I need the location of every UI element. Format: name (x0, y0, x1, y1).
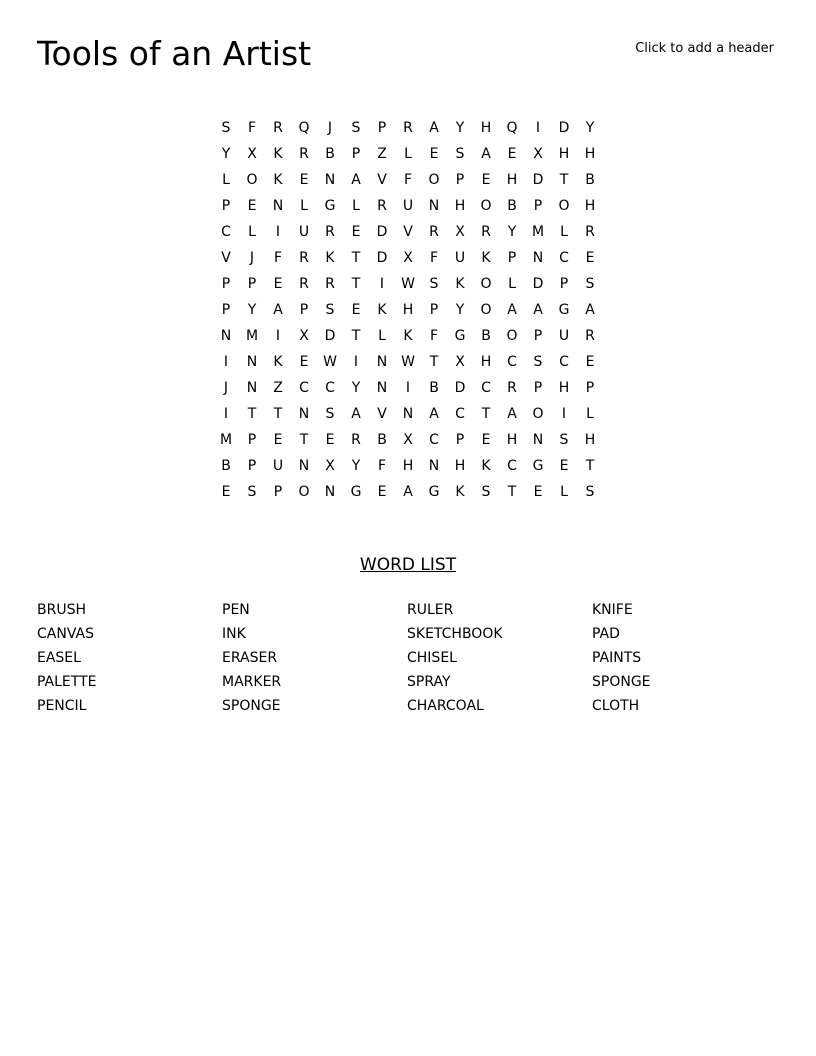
grid-letter: P (533, 380, 543, 396)
grid-letter: I (535, 120, 541, 136)
grid-letter: S (455, 146, 465, 162)
grid-letter: W (323, 354, 337, 370)
word-list-item: PAINTS (592, 650, 642, 666)
grid-letter: B (377, 432, 387, 448)
grid-letter: B (585, 172, 595, 188)
grid-letter: D (558, 120, 570, 136)
grid-letter: O (506, 328, 518, 344)
grid-letter: A (585, 302, 595, 318)
grid-letter: R (403, 120, 413, 136)
grid-letter: E (377, 484, 387, 500)
grid-letter: G (454, 328, 466, 344)
grid-letter: E (299, 354, 309, 370)
grid-letter: N (246, 354, 258, 370)
grid-letter: L (222, 172, 230, 188)
grid-letter: A (351, 172, 361, 188)
grid-letter: N (532, 250, 544, 266)
grid-letter: P (221, 198, 231, 214)
grid-letter: R (299, 250, 309, 266)
grid-letter: G (558, 302, 570, 318)
grid-letter: N (298, 406, 310, 422)
grid-letter: R (299, 146, 309, 162)
grid-letter: E (351, 224, 361, 240)
word-list-item: SPONGE (592, 674, 651, 690)
grid-letter: Q (506, 120, 518, 136)
grid-letter: Y (351, 380, 361, 396)
grid-letter: D (532, 172, 544, 188)
grid-letter: E (481, 432, 491, 448)
grid-letter: T (351, 250, 361, 266)
grid-letter: X (455, 224, 465, 240)
grid-letter: T (481, 406, 491, 422)
grid-letter: T (351, 328, 361, 344)
grid-letter: E (507, 146, 517, 162)
grid-letter: K (403, 328, 413, 344)
grid-letter: P (247, 458, 257, 474)
grid-letter: N (272, 198, 284, 214)
grid-letter: R (481, 224, 491, 240)
grid-letter: S (325, 302, 335, 318)
grid-letter: H (558, 146, 570, 162)
word-list-item: CANVAS (37, 626, 94, 642)
grid-letter: N (220, 328, 232, 344)
grid-letter: A (481, 146, 491, 162)
grid-letter: C (455, 406, 465, 422)
grid-letter: P (429, 302, 439, 318)
grid-letter: K (455, 276, 465, 292)
grid-letter: O (428, 172, 440, 188)
grid-letter: G (324, 198, 336, 214)
grid-letter: C (481, 380, 491, 396)
grid-letter: H (584, 198, 596, 214)
grid-letter: O (246, 172, 258, 188)
word-list-item: CHISEL (407, 650, 457, 666)
grid-letter: H (402, 302, 414, 318)
grid-letter: R (325, 276, 335, 292)
grid-letter: R (273, 120, 283, 136)
grid-letter: E (429, 146, 439, 162)
grid-letter: B (325, 146, 335, 162)
grid-letter: Z (377, 146, 387, 162)
grid-letter: A (507, 406, 517, 422)
grid-letter: X (299, 328, 309, 344)
grid-letter: H (584, 432, 596, 448)
grid-letter: E (533, 484, 543, 500)
grid-letter: A (507, 302, 517, 318)
grid-letter: Y (247, 302, 257, 318)
grid-letter: J (223, 380, 229, 396)
grid-letter: I (275, 328, 281, 344)
grid-letter: H (584, 146, 596, 162)
grid-letter: S (351, 120, 361, 136)
grid-letter: E (585, 250, 595, 266)
grid-letter: N (428, 198, 440, 214)
grid-letter: T (507, 484, 517, 500)
add-header-placeholder[interactable]: Click to add a header (635, 41, 774, 56)
grid-letter: R (585, 224, 595, 240)
grid-letter: K (273, 146, 283, 162)
grid-letter: I (223, 406, 229, 422)
grid-letter: P (559, 276, 569, 292)
grid-letter: D (454, 380, 466, 396)
grid-letter: P (455, 172, 465, 188)
grid-letter: E (351, 302, 361, 318)
grid-letter: P (533, 328, 543, 344)
grid-letter: B (481, 328, 491, 344)
grid-letter: W (401, 276, 415, 292)
word-list-item: MARKER (222, 674, 282, 690)
word-list-item: BRUSH (37, 602, 86, 618)
grid-letter: L (248, 224, 256, 240)
grid-letter: L (352, 198, 360, 214)
grid-letter: U (298, 224, 310, 240)
word-list-item: SKETCHBOOK (407, 626, 503, 642)
grid-letter: B (221, 458, 231, 474)
grid-letter: C (507, 458, 517, 474)
grid-letter: A (403, 484, 413, 500)
grid-letter: C (559, 250, 569, 266)
grid-letter: D (376, 224, 388, 240)
grid-letter: F (429, 250, 439, 266)
grid-letter: K (325, 250, 335, 266)
grid-letter: R (429, 224, 439, 240)
grid-letter: E (299, 172, 309, 188)
grid-letter: J (327, 120, 333, 136)
grid-letter: A (429, 406, 439, 422)
grid-letter: E (273, 432, 283, 448)
grid-letter: B (429, 380, 439, 396)
grid-letter: H (454, 458, 466, 474)
grid-letter: L (404, 146, 412, 162)
grid-letter: U (454, 250, 466, 266)
grid-letter: C (299, 380, 309, 396)
grid-letter: K (273, 172, 283, 188)
grid-letter: X (403, 250, 413, 266)
grid-letter: U (272, 458, 284, 474)
word-list-item: KNIFE (592, 602, 633, 618)
grid-letter: K (377, 302, 387, 318)
grid-letter: P (247, 276, 257, 292)
grid-letter: V (221, 250, 231, 266)
grid-letter: T (299, 432, 309, 448)
word-list-item: SPRAY (407, 674, 451, 690)
grid-letter: B (507, 198, 517, 214)
grid-letter: H (402, 458, 414, 474)
grid-letter: N (376, 354, 388, 370)
word-list-title: WORD LIST (359, 555, 457, 575)
grid-letter: D (532, 276, 544, 292)
grid-letter: L (560, 484, 568, 500)
grid-letter: X (325, 458, 335, 474)
grid-letter: C (221, 224, 231, 240)
word-list-item: PENCIL (37, 698, 87, 714)
grid-letter: N (246, 380, 258, 396)
grid-letter: H (506, 432, 518, 448)
grid-letter: C (429, 432, 439, 448)
grid-letter: A (533, 302, 543, 318)
grid-letter: I (405, 380, 411, 396)
grid-letter: R (377, 198, 387, 214)
grid-letter: F (377, 458, 387, 474)
grid-letter: F (429, 328, 439, 344)
word-list-item: PALETTE (37, 674, 97, 690)
grid-letter: S (559, 432, 569, 448)
grid-letter: E (585, 354, 595, 370)
grid-letter: S (585, 276, 595, 292)
grid-letter: V (403, 224, 413, 240)
grid-letter: H (454, 198, 466, 214)
grid-letter: O (480, 276, 492, 292)
grid-letter: X (533, 146, 543, 162)
grid-letter: Y (455, 302, 465, 318)
grid-letter: L (508, 276, 516, 292)
grid-letter: P (221, 276, 231, 292)
grid-letter: N (532, 432, 544, 448)
grid-letter: G (532, 458, 544, 474)
grid-letter: L (560, 224, 568, 240)
grid-letter: O (480, 198, 492, 214)
grid-letter: F (247, 120, 257, 136)
word-list-item: PAD (592, 626, 620, 642)
word-list-item: CHARCOAL (407, 698, 484, 714)
grid-letter: Y (221, 146, 231, 162)
word-list (37, 600, 777, 720)
grid-letter: L (586, 406, 594, 422)
word-list-item: INK (222, 626, 246, 642)
word-list-item: CLOTH (592, 698, 640, 714)
word-search-grid (213, 115, 603, 505)
grid-letter: I (379, 276, 385, 292)
grid-letter: L (300, 198, 308, 214)
grid-letter: K (455, 484, 465, 500)
word-list-item: ERASER (222, 650, 278, 666)
grid-letter: X (247, 146, 257, 162)
grid-letter: N (428, 458, 440, 474)
grid-letter: S (247, 484, 257, 500)
grid-letter: P (221, 302, 231, 318)
grid-letter: G (428, 484, 440, 500)
grid-letter: Y (507, 224, 517, 240)
grid-letter: R (325, 224, 335, 240)
grid-letter: D (376, 250, 388, 266)
grid-letter: N (402, 406, 414, 422)
grid-letter: O (298, 484, 310, 500)
grid-letter: P (273, 484, 283, 500)
grid-letter: T (273, 406, 283, 422)
grid-letter: J (249, 250, 255, 266)
grid-letter: H (558, 380, 570, 396)
page-title: Tools of an Artist (37, 34, 312, 73)
grid-letter: F (273, 250, 283, 266)
grid-letter: Y (351, 458, 361, 474)
grid-letter: Z (273, 380, 283, 396)
grid-letter: N (324, 484, 336, 500)
grid-letter: E (221, 484, 231, 500)
grid-letter: E (481, 172, 491, 188)
grid-letter: O (532, 406, 544, 422)
grid-letter: P (247, 432, 257, 448)
grid-letter: P (351, 146, 361, 162)
grid-letter: A (429, 120, 439, 136)
grid-letter: S (325, 406, 335, 422)
grid-letter: M (219, 432, 233, 448)
grid-letter: C (559, 354, 569, 370)
grid-letter: R (585, 328, 595, 344)
grid-letter: T (429, 354, 439, 370)
grid-letter: I (353, 354, 359, 370)
grid-letter: I (275, 224, 281, 240)
grid-letter: H (480, 354, 492, 370)
grid-letter: E (325, 432, 335, 448)
grid-letter: Y (455, 120, 465, 136)
grid-letter: A (351, 406, 361, 422)
grid-letter: H (480, 120, 492, 136)
grid-letter: K (481, 458, 491, 474)
grid-letter: W (401, 354, 415, 370)
grid-letter: R (299, 276, 309, 292)
grid-letter: G (350, 484, 362, 500)
grid-letter: C (325, 380, 335, 396)
grid-letter: M (245, 328, 259, 344)
grid-letter: R (507, 380, 517, 396)
grid-letter: D (324, 328, 336, 344)
grid-letter: H (506, 172, 518, 188)
grid-letter: K (273, 354, 283, 370)
grid-letter: P (377, 120, 387, 136)
grid-letter: N (298, 458, 310, 474)
grid-letter: T (585, 458, 595, 474)
grid-letter: X (455, 354, 465, 370)
grid-letter: X (403, 432, 413, 448)
grid-letter: O (558, 198, 570, 214)
grid-letter: V (377, 172, 387, 188)
grid-letter: O (480, 302, 492, 318)
grid-letter: V (377, 406, 387, 422)
grid-letter: E (273, 276, 283, 292)
grid-letter: K (481, 250, 491, 266)
grid-letter: T (247, 406, 257, 422)
grid-letter: C (507, 354, 517, 370)
grid-letter: P (455, 432, 465, 448)
grid-letter: I (561, 406, 567, 422)
grid-letter: P (585, 380, 595, 396)
grid-letter: S (585, 484, 595, 500)
grid-letter: P (299, 302, 309, 318)
grid-letter: F (403, 172, 413, 188)
grid-letter: T (351, 276, 361, 292)
word-list-item: EASEL (37, 650, 81, 666)
grid-letter: N (376, 380, 388, 396)
grid-letter: S (429, 276, 439, 292)
grid-letter: S (221, 120, 231, 136)
grid-letter: E (247, 198, 257, 214)
grid-letter: A (273, 302, 283, 318)
grid-letter: P (533, 198, 543, 214)
grid-letter: M (531, 224, 545, 240)
word-list-item: PEN (222, 602, 250, 618)
grid-letter: I (223, 354, 229, 370)
grid-letter: P (507, 250, 517, 266)
grid-letter: S (533, 354, 543, 370)
grid-letter: L (378, 328, 386, 344)
grid-letter: S (481, 484, 491, 500)
grid-letter: U (558, 328, 570, 344)
word-list-item: RULER (407, 602, 454, 618)
grid-letter: R (351, 432, 361, 448)
grid-letter: U (402, 198, 414, 214)
grid-letter: N (324, 172, 336, 188)
grid-letter: Y (585, 120, 595, 136)
grid-letter: T (559, 172, 569, 188)
word-list-item: SPONGE (222, 698, 281, 714)
grid-letter: Q (298, 120, 310, 136)
grid-letter: E (559, 458, 569, 474)
